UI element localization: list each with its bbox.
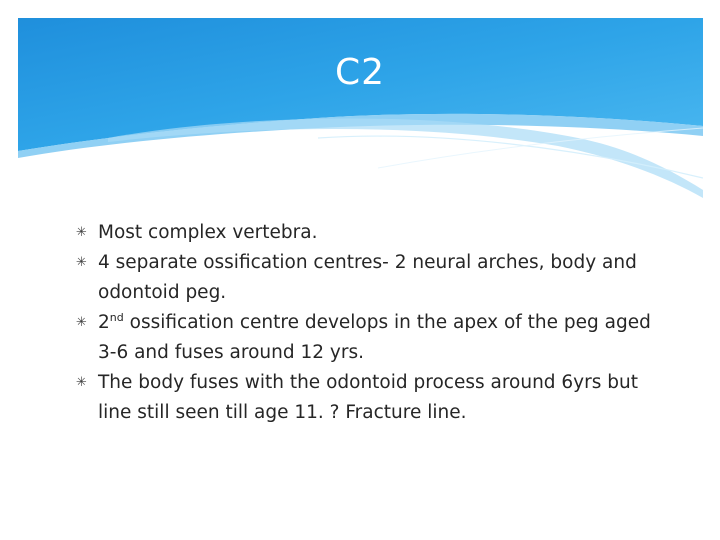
header-band [18,18,703,198]
asterisk-icon: ✳ [76,315,87,330]
bullet-text-number: 2 [98,312,110,333]
slide-title: C2 [334,52,386,93]
bullet-text: 4 separate ossification centres- 2 neural arches, body and odontoid peg. [98,252,637,303]
ordinal-suffix: nd [109,310,124,324]
bullet-item [76,308,656,368]
asterisk-icon: ✳ [76,255,87,270]
bullet-item [76,218,656,248]
asterisk-icon: ✳ [76,375,87,390]
asterisk-icon: ✳ [76,225,87,240]
bullet-item [76,368,656,428]
header-background [18,18,703,198]
bullet-item [76,248,656,308]
bullet-text: Most complex vertebra. [98,222,318,243]
bullet-list [76,218,656,428]
bullet-text: ossification centre develops in the apex of the peg aged 3-6 and fuses around 12 yrs. [98,312,651,363]
bullet-text: The body fuses with the odontoid process around 6yrs but line still seen till age 11. ? Fracture line. [98,372,638,423]
